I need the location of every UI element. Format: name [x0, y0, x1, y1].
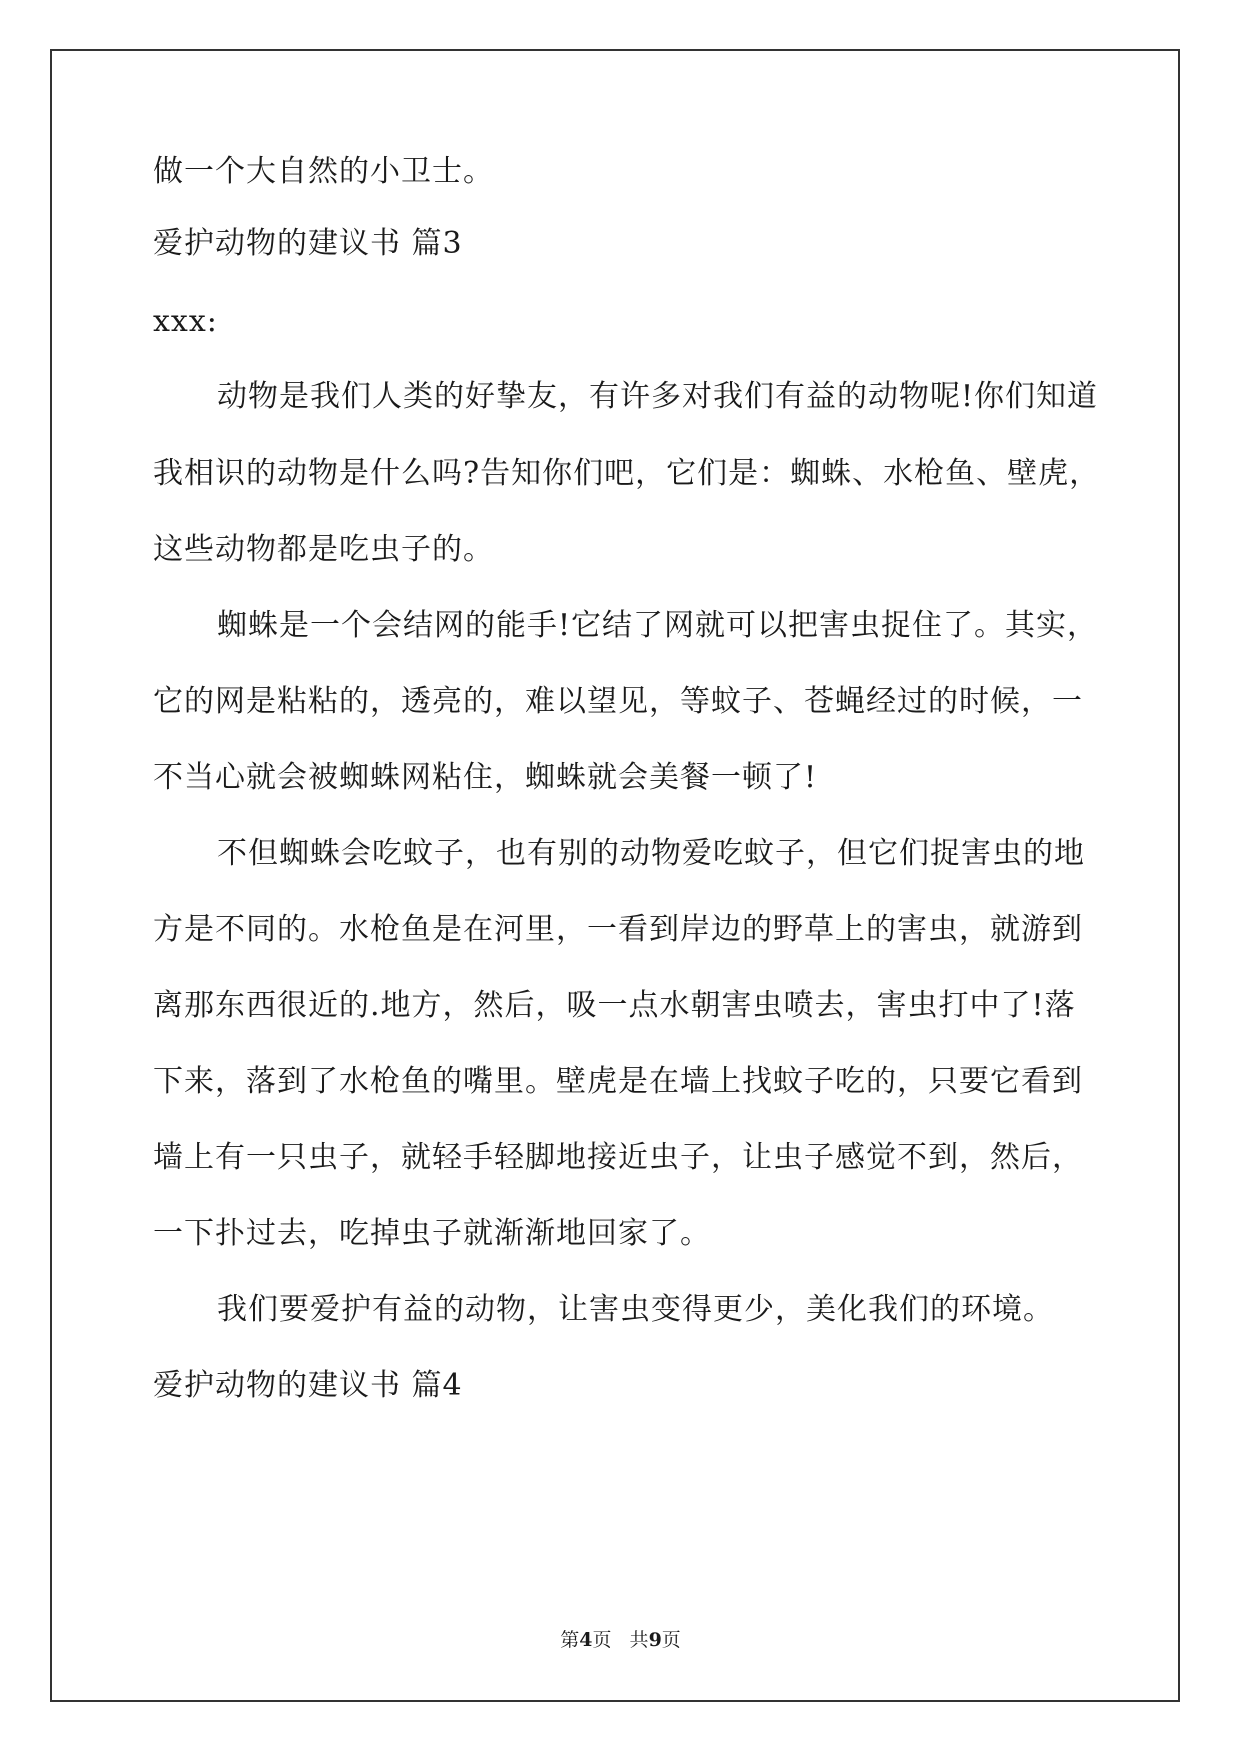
footer-middle: 页 共	[592, 1629, 649, 1651]
paragraph-3-line-2: 方是不同的。水枪鱼是在河里，一看到岸边的野草上的害虫，就游到	[153, 912, 1083, 947]
paragraph-3-line-6: 一下扑过去，吃掉虫子就渐渐地回家了。	[153, 1216, 711, 1251]
paragraph-3-line-3: 离那东西很近的.地方，然后，吸一点水朝害虫喷去，害虫打中了!落	[153, 988, 1076, 1023]
paragraph-2-line-3: 不当心就会被蜘蛛网粘住，蜘蛛就会美餐一顿了!	[153, 760, 818, 795]
footer-prefix: 第	[560, 1629, 580, 1651]
page-footer	[0, 1628, 1241, 1652]
paragraph-1-line-2: 我相识的动物是什么吗?告知你们吧，它们是：蜘蛛、水枪鱼、壁虎，	[153, 456, 1101, 491]
paragraph-2-line-2: 它的网是粘粘的，透亮的，难以望见，等蚊子、苍蝇经过的时候，一	[153, 684, 1083, 719]
paragraph-3-line-1: 不但蜘蛛会吃蚊子，也有别的动物爱吃蚊子，但它们捉害虫的地	[217, 836, 1085, 871]
page-border	[50, 49, 1180, 1702]
text-line-1: 做一个大自然的小卫士。	[153, 154, 494, 189]
paragraph-3-line-5: 墙上有一只虫子，就轻手轻脚地接近虫子，让虫子感觉不到，然后，	[153, 1140, 1083, 1175]
paragraph-3-line-4: 下来，落到了水枪鱼的嘴里。壁虎是在墙上找蚊子吃的，只要它看到	[153, 1064, 1083, 1099]
paragraph-1-line-1: 动物是我们人类的好挚友，有许多对我们有益的动物呢!你们知道	[217, 379, 1099, 414]
paragraph-1-line-3: 这些动物都是吃虫子的。	[153, 532, 494, 567]
footer-total-pages: 9	[648, 1629, 662, 1651]
salutation: xxx:	[153, 304, 218, 339]
paragraph-4-line-1: 我们要爱护有益的动物，让害虫变得更少，美化我们的环境。	[217, 1292, 1054, 1327]
footer-current-page: 4	[579, 1629, 593, 1651]
section-heading-4: 爱护动物的建议书 篇4	[153, 1368, 463, 1403]
section-heading-3: 爱护动物的建议书 篇3	[153, 226, 463, 261]
footer-suffix: 页	[661, 1629, 681, 1651]
paragraph-2-line-1: 蜘蛛是一个会结网的能手!它结了网就可以把害虫捉住了。其实，	[217, 608, 1099, 643]
